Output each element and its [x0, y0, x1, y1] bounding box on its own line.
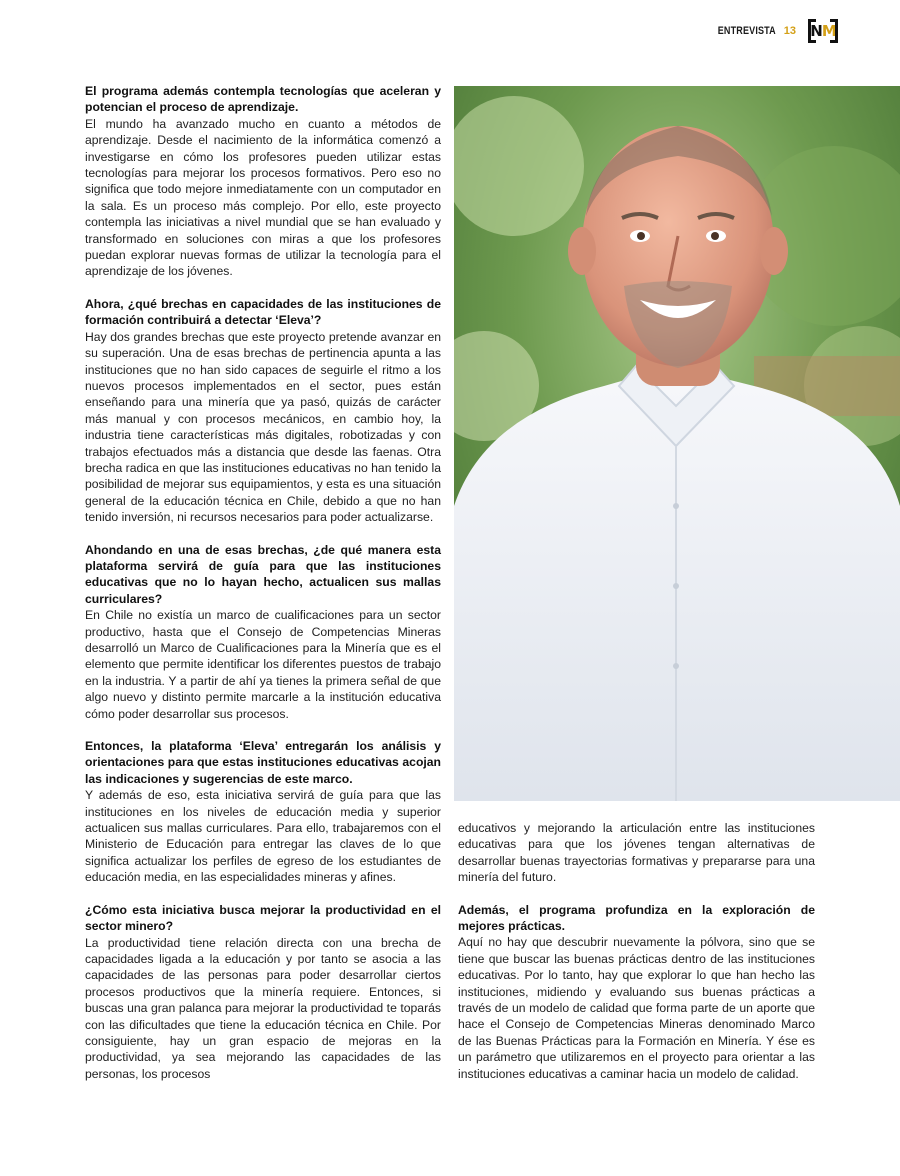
answer-6: Aquí no hay que descubrir nuevamente la pólvora, sino que se tiene que buscar las buenas prácticas dentro de las instituciones educativas. Por lo tanto, hay que explorar lo que han hecho las instituciones, midiendo y evaluando sus buenas prácticas a través de un modelo de calidad que forma parte de un aporte que hace el Consejo de Competencias Mineras denominado Marco de las Buenas Prácticas para la Formación en Minería. Y ése es un parámetro que utilizaremos en el proyecto para orientar a las instituciones educativas a caminar hacia un modelo de calidad. [458, 935, 815, 1081]
question-1: El programa además contempla tecnologías que aceleran y potencian el proceso de aprendizaje. [85, 84, 441, 115]
answer-4: Y además de eso, esta iniciativa servirá de guía para que las instituciones en los niveles de educación media y superior actualicen sus mallas curriculares. Para ello, trabajaremos con el Ministerio de Educación para entregar las claves de lo que significa actualizar los perfiles de egreso de los estudiantes de educación media, en las especialidades mineras y afines. [85, 788, 441, 885]
answer-5-continued: educativos y mejorando la articulación entre las instituciones educativas para que los jóvenes tengan alternativas de desarrollar buenas trayectorias formativas y prepararse para una minería del futuro. [458, 821, 815, 885]
answer-5: La productividad tiene relación directa con una brecha de capacidades ligada a la educación y por tanto se asocia a las capacidades de las personas para poder desarrollar ciertos procesos productivos que la minería requiere. Entonces, si buscas una gran palanca para mejorar la productividad te toparás con las dificultades que tiene la educación técnica en Chile. Por consiguiente, hay un gran espacio de mejoras en la productividad, ya sea mejorando las capacidades de las personas, los procesos [85, 935, 441, 1081]
page-number: 13 [783, 25, 796, 37]
section-label: ENTREVISTA [717, 25, 776, 37]
portrait-illustration [454, 86, 900, 801]
interviewee-photo [454, 86, 900, 801]
right-text-column [458, 820, 815, 1082]
question-6: Además, el programa profundiza en la exploración de mejores prácticas. [458, 902, 815, 934]
answer-2: Hay dos grandes brechas que este proyecto pretende avanzar en su superación. Una de esas brechas de pertinencia apunta a las instituciones que no han sido capaces de seguirle el ritmo a los nuevos procesos implementados en el sector, pues están enseñando para una minería que ya pasó, quizás de carácter más manual y con procesos mecánicos, en cambio hoy, la industria tiene características más digitales, robotizadas y con trabajos efectuados más a distancia que desde las faenas. Otra brecha radica en que las instituciones educativas no han tenido la posibilidad de mejorar sus equipamientos, y esta es una situación general de la educación técnica en Chile, debido a que no han tenido inversión, ni recursos necesarios para poder actualizarse. [85, 329, 441, 525]
magazine-logo: N M [808, 19, 838, 43]
left-text-column [85, 83, 441, 1082]
question-3: Ahondando en una de esas brechas, ¿de qué manera esta plataforma servirá de guía para que las instituciones educativas que no lo hayan hecho, actualicen sus mallas curriculares? [85, 542, 441, 606]
question-5: ¿Cómo esta iniciativa busca mejorar la productividad en el sector minero? [85, 902, 441, 934]
question-2: Ahora, ¿qué brechas en capacidades de las instituciones de formación contribuirá a detectar ‘Eleva’? [85, 296, 441, 328]
page-header [705, 18, 838, 44]
answer-3: En Chile no existía un marco de cualificaciones para un sector productivo, hasta que el Consejo de Competencias Mineras desarrolló un Marco de Cualificaciones para la Minería que es el elemento que permite identificar los diferentes puestos de trabajo en la industria. Y a partir de ahí ya tienes la primera señal de que algo nuevo y distinto permite marcarle a la institución educativa cómo poder desarrollar sus procesos. [85, 608, 441, 721]
question-4: Entonces, la plataforma ‘Eleva’ entregarán los análisis y orientaciones para que estas instituciones educativas acojan las indicaciones y sugerencias de este marco. [85, 739, 441, 786]
answer-1: El mundo ha avanzado mucho en cuanto a métodos de aprendizaje. Desde el nacimiento de la informática comenzó a investigarse en cómo los profesores pueden utilizar estas tecnologías para mejorar los procesos formativos. Pero eso no significa que todo mejore inmediatamente con un computador en la sala. Es un proceso más complejo. Por ello, este proyecto contempla las iniciativas a nivel mundial que se han evaluado y transformado en soluciones con miras a que los profesores puedan explorar nuevas formas de utilizar la tecnología para el aprendizaje de los jóvenes. [85, 116, 441, 279]
